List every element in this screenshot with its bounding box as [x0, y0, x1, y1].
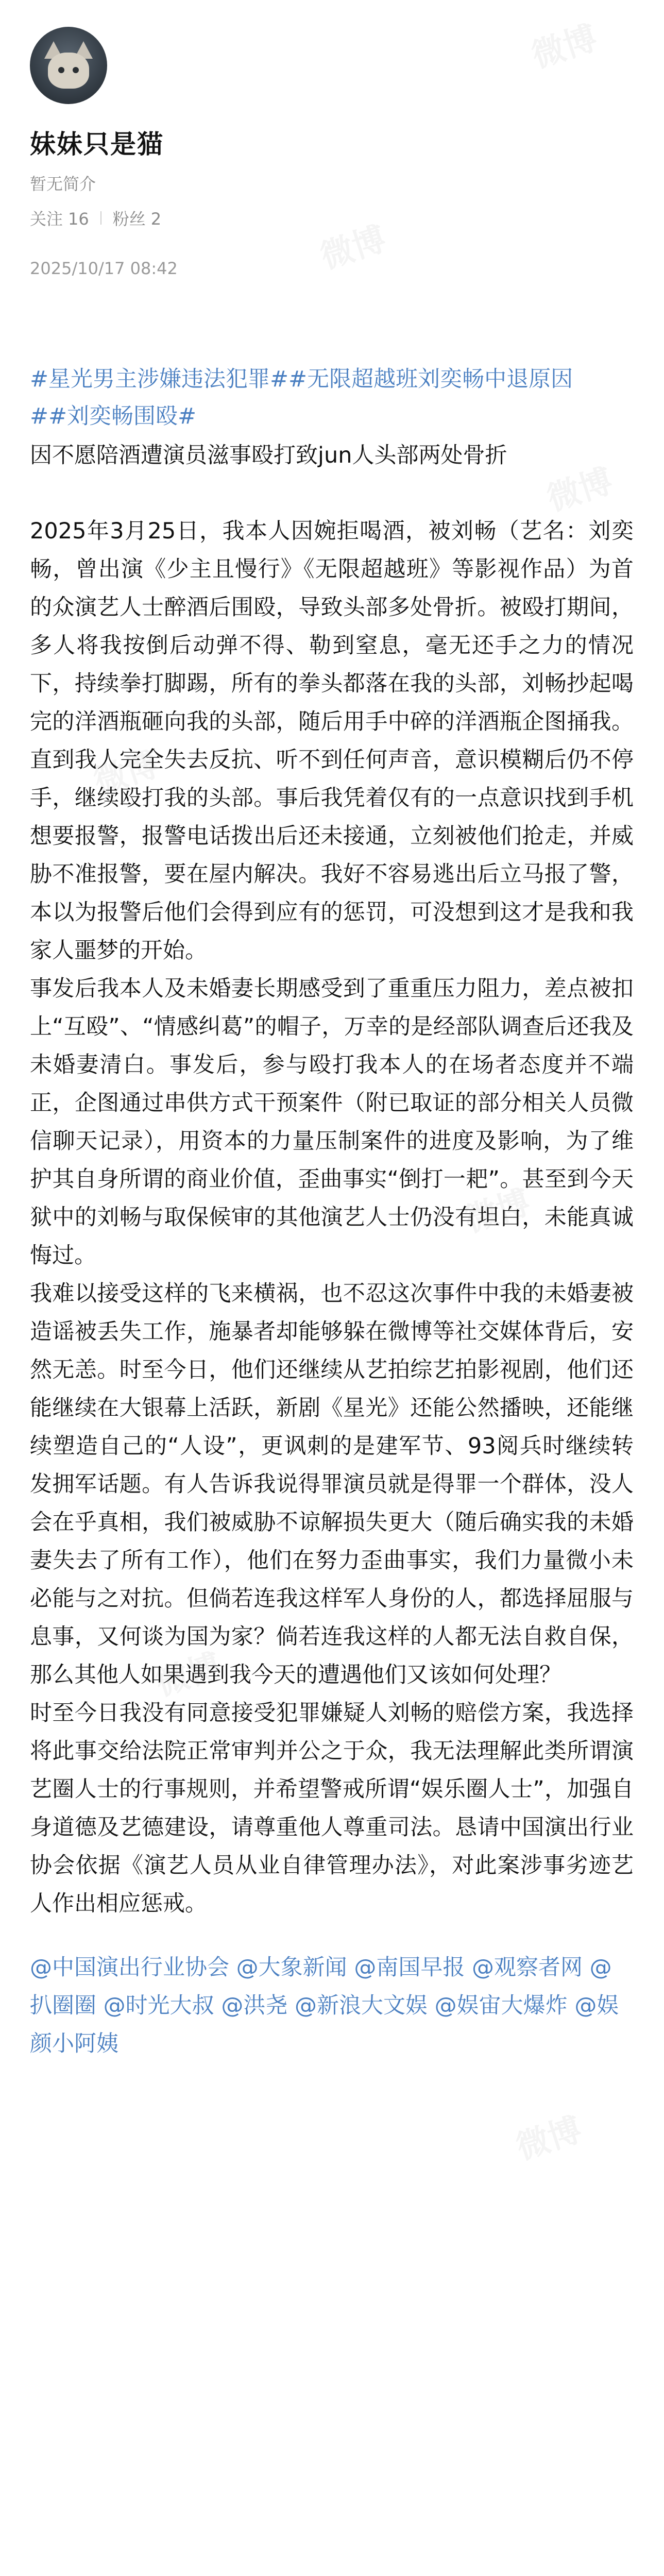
- post-paragraph-2: 事发后我本人及未婚妻长期感受到了重重压力阻力，差点被扣上“互殴”、“情感纠葛”的帽子，万幸的是经部队调查后还我及未婚妻清白。事发后，参与殴打我本人的在场者态度并不端正，企图通过串供方式干预案件（附已取证的部分相关人员微信聊天记录），用资本的力量压制案件的进度及影响，为了维护其自身所谓的商业价值，歪曲事实“倒打一耙”。甚至到今天狱中的刘畅与取保候审的其他演艺人士仍没有坦白，未能真诚悔过。: [30, 976, 634, 1268]
- hashtags-line-2[interactable]: ##刘奕畅围殴#: [30, 403, 197, 429]
- post-body: [30, 361, 634, 2063]
- following-count: 16: [68, 209, 89, 229]
- watermark: [200, 2567, 278, 2576]
- stats-divider: [100, 211, 101, 225]
- post-subtitle: 因不愿陪酒遭演员滋事殴打致jun人头部两处骨折: [30, 443, 507, 468]
- post-hashtags[interactable]: [30, 361, 634, 435]
- profile-bio: 暂无简介: [30, 174, 96, 194]
- following-label: 关注: [30, 209, 63, 229]
- post-date: 2025/10/17 08:42: [30, 259, 178, 278]
- post-paragraph-3: 我难以接受这样的飞来横祸，也不忍这次事件中我的未婚妻被造谣被丢失工作，施暴者却能够躲在微博等社交媒体背后，安然无恙。时至今日，他们还继续从艺拍综艺拍影视剧，他们还能继续在大银幕上活跃，新剧《星光》还能公然播映，还能继续塑造自己的“人设”，更讽刺的是建军节、93阅兵时继续转发拥军话题。有人告诉我说得罪演员就是得罪一个群体，没人会在乎真相，我们被威胁不谅解损失更大（随后确实我的未婚妻失去了所有工作），他们在努力歪曲事实，我们力量微小未必能与之对抗。但倘若连我这样军人身份的人，都选择屈服与息事，又何谈为国为家？倘若连我这样的人都无法自救自保，那么其他人如果遇到我今天的遭遇他们又该如何处理？: [30, 1281, 634, 1688]
- profile-nickname[interactable]: 妹妹只是猫: [30, 129, 164, 159]
- profile-header: [30, 27, 634, 278]
- following-stat[interactable]: [30, 206, 89, 230]
- watermark: [509, 2103, 587, 2168]
- post-paragraph-1: 2025年3月25日，我本人因婉拒喝酒，被刘畅（艺名：刘奕畅，曾出演《少主且慢行》《无限超越班》等影视作品）为首的众演艺人士醉酒后围殴，导致头部多处骨折。被殴打期间，多人将我按倒后动弹不得、勒到窒息，毫无还手之力的情况下，持续拳打脚踢，所有的拳头都落在我的头部，刘畅抄起喝完的洋酒瓶砸向我的头部，随后用手中碎的洋酒瓶企图捅我。直到我人完全失去反抗、听不到任何声音，意识模糊后仍不停手，继续殴打我的头部。事后我凭着仅有的一点意识找到手机想要报警，报警电话拨出后还未接通，立刻被他们抢走，并威胁不准报警，要在屋内解决。我好不容易逃出后立马报了警，本以为报警后他们会得到应有的惩罚，可没想到这才是我和我家人噩梦的开始。: [30, 518, 634, 963]
- followers-label: 粉丝: [112, 209, 146, 229]
- avatar[interactable]: [30, 27, 107, 104]
- post-paragraph-4: 时至今日我没有同意接受犯罪嫌疑人刘畅的赔偿方案，我选择将此事交给法院正常审判并公之于众，我无法理解此类所谓演艺圈人士的行事规则，并希望警戒所谓“娱乐圈人士”，加强自身道德及艺德建设，请尊重他人尊重司法。恳请中国演出行业协会依据《演艺人员从业自律管理办法》，对此案涉事劣迹艺人作出相应惩戒。: [30, 1700, 634, 1917]
- followers-count: 2: [150, 209, 162, 229]
- profile-stats: [30, 206, 634, 230]
- followers-stat[interactable]: [113, 206, 161, 230]
- post-mentions[interactable]: @中国演出行业协会 @大象新闻 @南国早报 @观察者网 @扒圈圈 @时光大叔 @洪尧 @新浪大文娱 @娱宙大爆炸 @娱颜小阿姨: [30, 1955, 619, 2057]
- hashtags-line-1[interactable]: #星光男主涉嫌违法犯罪##无限超越班刘奕畅中退原因: [30, 366, 573, 392]
